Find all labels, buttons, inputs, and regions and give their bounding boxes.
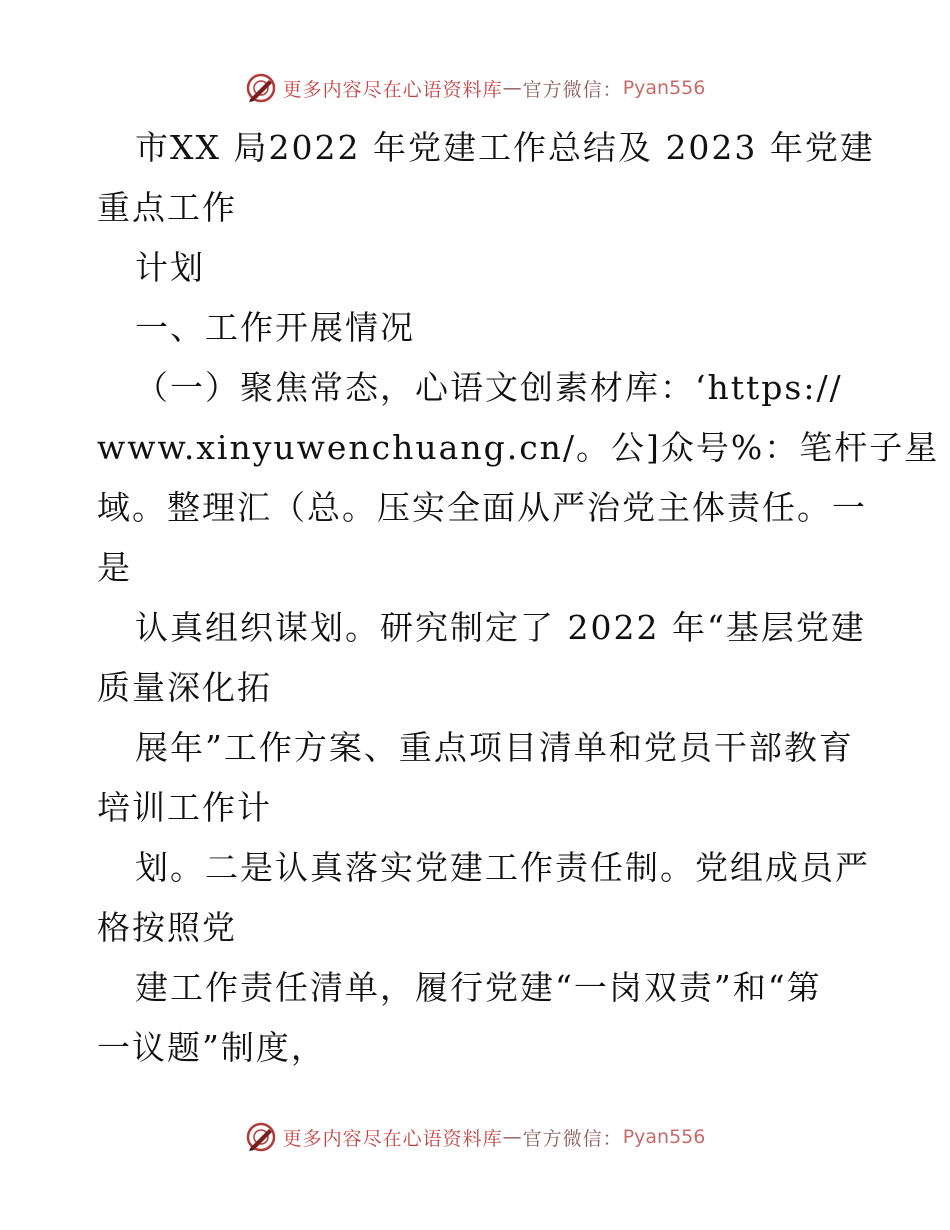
paragraph-line: 划。二是认真落实党建工作责任制。党组成员严	[135, 848, 870, 887]
watermark-wechat-label: 官方微信：	[522, 78, 623, 101]
paragraph-line: 格按照党	[97, 908, 237, 947]
watermark-dash: —	[502, 77, 523, 99]
watermark-label: 更多内容尽在心语资料库	[282, 1127, 503, 1150]
header-watermark	[0, 72, 950, 104]
paragraph-line: www.xinyuwenchuang.cn/。公]众号%：笔杆子星	[97, 428, 940, 467]
paragraph-line: 展年”工作方案、重点项目清单和党员干部教育	[135, 728, 854, 767]
watermark-wechat-id: Pyan556	[622, 1126, 706, 1148]
paragraph-line: （一）聚焦常态，心语文创素材库：‘https://	[135, 368, 843, 407]
watermark-wechat-label: 官方微信：	[522, 1127, 623, 1150]
watermark-label: 更多内容尽在心语资料库	[282, 78, 503, 101]
paragraph-line: 建工作责任清单，履行党建“一岗双责”和“第	[135, 968, 822, 1007]
watermark-dash: —	[502, 1126, 523, 1148]
pen-logo-icon	[245, 1121, 277, 1153]
document-title-line: 市XX 局2022 年党建工作总结及 2023 年党建	[135, 128, 875, 167]
document-subtitle: 计划	[135, 248, 205, 287]
paragraph-line: 培训工作计	[97, 788, 272, 827]
pen-logo-icon	[245, 72, 277, 104]
paragraph-line: 认真组织谋划。研究制定了 2022 年“基层党建	[135, 608, 866, 647]
document-body	[97, 118, 940, 1078]
paragraph-line: 质量深化拓	[97, 668, 272, 707]
paragraph-line: 域。整理汇（总。压实全面从严治党主体责任。一	[97, 488, 867, 527]
paragraph-line: 一议题”制度，	[97, 1028, 326, 1067]
paragraph-line: 是	[97, 548, 132, 587]
section-heading: 一、工作开展情况	[135, 308, 415, 347]
document-title-line: 重点工作	[97, 188, 237, 227]
watermark-wechat-id: Pyan556	[622, 77, 706, 99]
footer-watermark	[0, 1121, 950, 1153]
